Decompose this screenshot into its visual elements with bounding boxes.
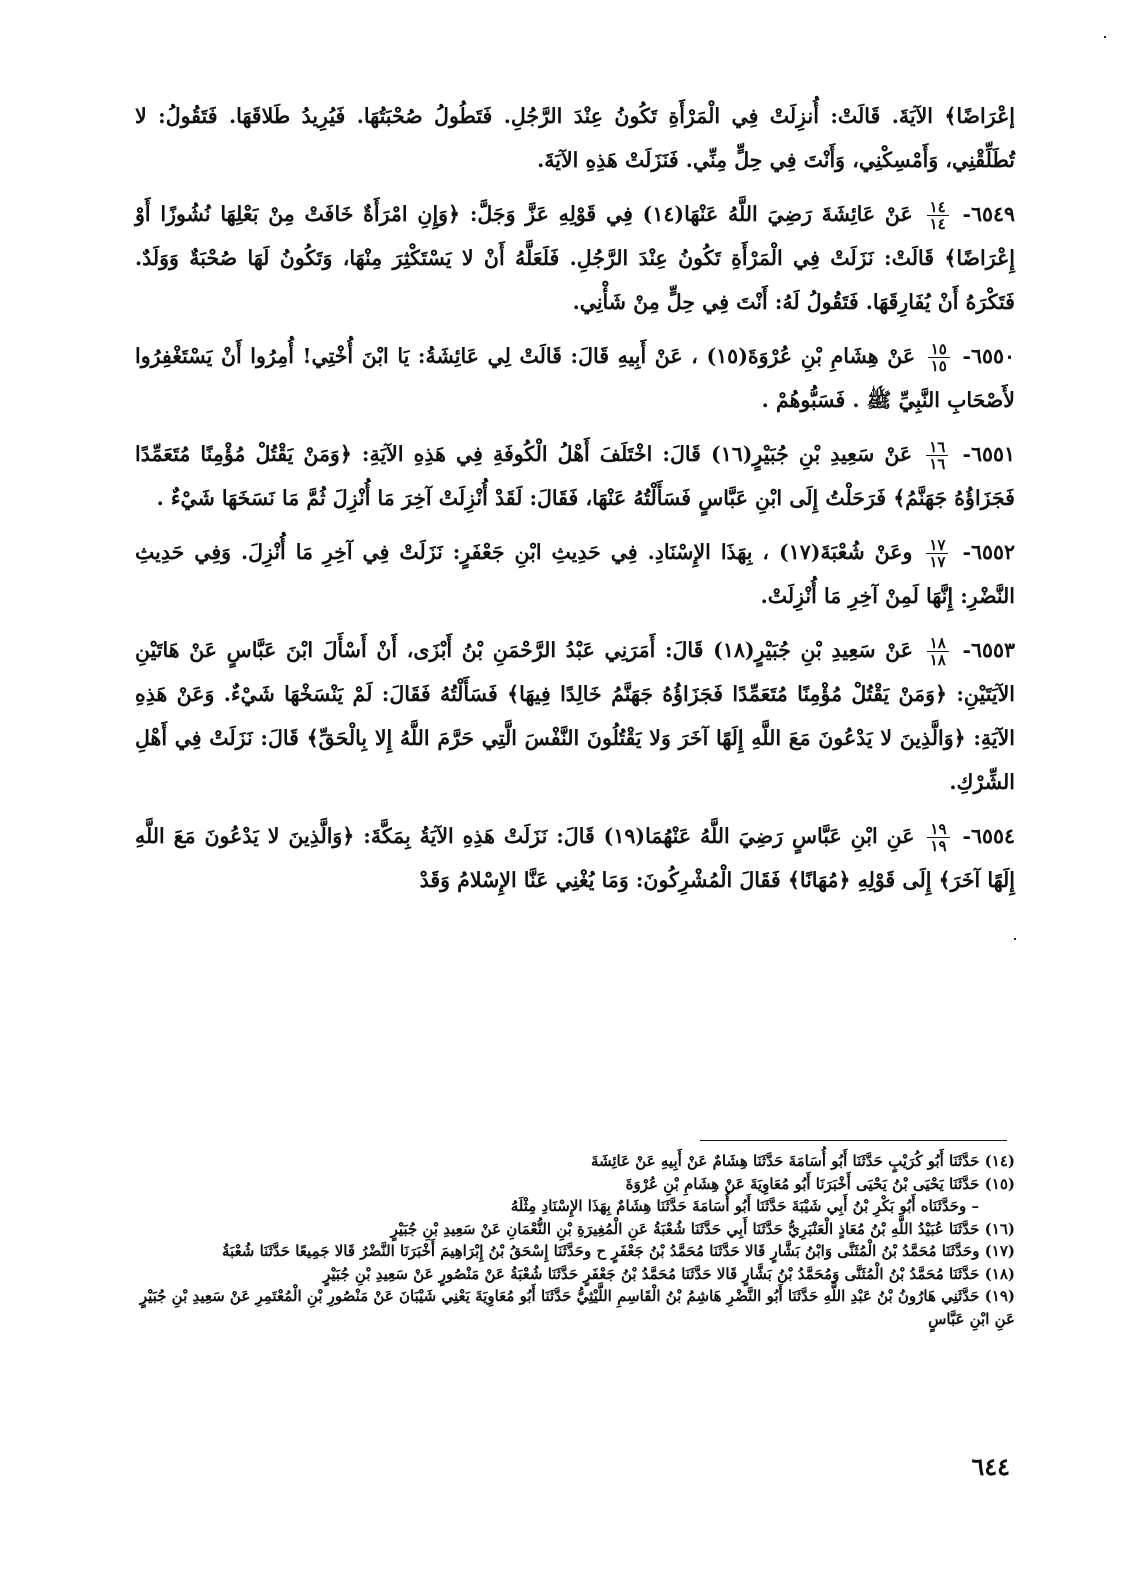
footnote-18: (١٨) حَدَّثَنَا مُحَمَّدُ بْنُ الْمُثَنَّى وَمُحَمَّدُ بْنُ بَشَّارٍ قَالا حَدَّثَنَا مُحَمَّدُ بْنُ جَعْفَرٍ حَدَّثَنَا شُعْبَةُ عَنْ مَنْصُورٍ عَنْ سَعِيدِ بْنِ جُبَيْرٍ: [323, 1264, 1015, 1283]
paragraph-text: إعْرَاضًا﴾ الآيَةَ. قَالَتْ: أُنزِلَتْ فِي الْمَرْأَةِ تَكُونُ عِنْدَ الرَّجُلِ. فَتَطُولُ صُحْبَتُهَا. فَيُرِيدُ طَلاقَهَا. فَتَقُولُ: لا تُطَلِّقْنِي، وَأَمْسِكْنِي، وَأَنْتَ فِي حِلٍّ مِنِّي. فَنَزَلَتْ هَذِهِ الآيَةَ.: [135, 104, 1015, 172]
hadith-6552: [135, 530, 1015, 618]
hadith-number: ٦٥٥٠-: [962, 344, 1015, 368]
hadith-6554: [135, 814, 1015, 902]
hadith-text: عَنْ سَعِيدِ بْنِ جُبَيْرٍ(١٦) قَالَ: اخْتَلَفَ أَهْلُ الْكُوفَةِ فِي هَذِهِ الآيَةِ: ﴿وَمَنْ يَقْتُلْ مُؤْمِنًا مُتَعَمِّدًا فَجَزَاؤُهُ جَهَنَّمُ﴾ فَرَحَلْتُ إِلَى ابْنِ عَبَّاسٍ فَسَأَلْتُهُ عَنْهَا، فَقَالَ: لَقَدْ أُنْزِلَتْ آخِرَ مَا أُنْزِلَ ثُمَّ مَا نَسَخَهَا شَيْءٌ .: [135, 442, 1015, 510]
footnote-14: (١٤) حَدَّثَنَا أَبُو كُرَيْبٍ حَدَّثَنَا أَبُو أُسَامَةَ حَدَّثَنَا هِشَامٌ عَنْ أَبِيهِ عَنْ عَائِشَةَ: [590, 1152, 1015, 1170]
cross-reference-fraction: $\frac{١٧}{١٧}$: [926, 537, 948, 570]
footnotes: [135, 1150, 1015, 1330]
hadith-number: ٦٥٥٤-: [962, 824, 1016, 848]
cross-reference-fraction: $\frac{١٨}{١٨}$: [927, 635, 949, 668]
cross-reference-fraction: $\frac{١٦}{١٦}$: [926, 439, 948, 472]
footnote-16: (١٦) حَدَّثَنَا عُبَيْدُ اللَّهِ بْنُ مُعَاذٍ الْعَنْبَرِيُّ حَدَّثَنَا أَبِي حَدَّثَنَا شُعْبَةُ عَنِ الْمُغِيرَةِ بْنِ النُّعْمَانِ عَنْ سَعِيدِ بْنِ جُبَيْرٍ: [390, 1219, 1015, 1238]
hadith-6549: [135, 192, 1015, 324]
cross-reference-fraction: $\frac{١٩}{١٩}$: [927, 821, 949, 854]
hadith-text: عَنْ سَعِيدِ بْنِ جُبَيْرٍ(١٨) قَالَ: أَمَرَنِي عَبْدُ الرَّحْمَنِ بْنُ أَبْزَى، أَنْ أَسْأَلَ ابْنَ عَبَّاسٍ عَنْ هَاتَيْنِ الآيَتَيْنِ: ﴿وَمَنْ يَقْتُلْ مُؤْمِنًا مُتَعَمِّدًا فَجَزَاؤُهُ جَهَنَّمُ خَالِدًا فِيهَا﴾ فَسَأَلْتُهُ فَقَالَ: لَمْ يَنْسَخْهَا شَيْءٌ. وَعَنْ هَذِهِ الآيَةِ: ﴿وَالَّذِينَ لا يَدْعُونَ مَعَ اللَّهِ إِلَهًا آخَرَ وَلا يَقْتُلُونَ النَّفْسَ الَّتِي حَرَّمَ اللَّهُ إِلا بِالْحَقِّ﴾ قَالَ: نَزَلَتْ فِي أَهْلِ الشِّرْكِ.: [135, 638, 1015, 794]
page-number: ٦٤٤: [971, 1452, 1010, 1481]
footnote-separator: [700, 1140, 1007, 1141]
hadith-6550: [135, 334, 1015, 422]
scan-speck: [1014, 938, 1016, 940]
hadith-text: عَنِ ابْنِ عَبَّاسٍ رَضِيَ اللَّهُ عَنْهُمَا(١٩) قَالَ: نَزَلَتْ هَذِهِ الآيَةُ بِمَكَّةَ: ﴿وَالَّذِينَ لا يَدْعُونَ مَعَ اللَّهِ إِلَهًا آخَرَ﴾ إِلَى قَوْلِهِ ﴿مُهَانًا﴾ فَقَالَ الْمُشْرِكُونَ: وَمَا يُغْنِي عَنَّا الإِسْلامُ وَقَدْ: [135, 824, 1015, 892]
paragraph-continued: [135, 94, 1015, 182]
scan-speck: [1104, 36, 1106, 38]
hadith-number: ٦٥٥١-: [962, 442, 1016, 466]
hadith-text: وعَنْ شُعْبَةَ(١٧) ، بِهَذَا الإِسْنَادِ. فِي حَدِيثِ ابْنِ جَعْفَرٍ: نَزَلَتْ فِي آخِرِ مَا أُنْزِلَ. وَفِي حَدِيثِ النَّضْرِ: إِنَّهَا لَمِنْ آخِرِ مَا أُنْزِلَتْ.: [135, 540, 1015, 608]
hadith-number: ٦٥٥٢-: [962, 540, 1015, 564]
hadith-text: عَنْ عَائِشَةَ رَضِيَ اللَّهُ عَنْهَا(١٤) فِي قَوْلِهِ عَزَّ وَجَلَّ: ﴿وَإِنِ امْرَأَةٌ خَافَتْ مِنْ بَعْلِهَا نُشُوزًا أَوْ إِعْرَاضًا﴾ قَالَتْ: نَزَلَتْ فِي الْمَرْأَةِ تَكُونُ عِنْدَ الرَّجُلِ. فَلَعَلَّهُ أَنْ لا يَسْتَكْثِرَ مِنْهَا، وَتَكُونُ لَهَا صُحْبَةٌ وَوَلَدٌ. فَتَكْرَهُ أَنْ يُفَارِقَهَا. فَتَقُولُ لَهُ: أَنْتَ فِي حِلٍّ مِنْ شَأْنِي.: [135, 202, 1015, 314]
footnote-19: (١٩) حَدَّثَنِي هَارُونُ بْنُ عَبْدِ اللَّهِ حَدَّثَنَا أَبُو النَّضْرِ هَاشِمُ بْنُ الْقَاسِمِ اللَّيْثِيُّ حَدَّثَنَا أَبُو مُعَاوِيَةَ يَعْنِي شَيْبَانَ عَنْ مَنْصُورِ بْنِ الْمُعْتَمِرِ عَنْ سَعِيدِ بْنِ جُبَيْرٍ عَنِ ابْنِ عَبَّاسٍ: [139, 1287, 1015, 1328]
hadith-text: عَنْ هِشَامِ بْنِ عُرْوَةَ(١٥) ، عَنْ أَبِيهِ قَالَ: قَالَتْ لِي عَائِشَةُ: يَا ابْنَ أُخْتِي! أُمِرُوا أَنْ يَسْتَغْفِرُوا لأَصْحَابِ النَّبِيِّ ﷺ . فَسَبُّوهُمْ .: [135, 344, 1015, 412]
cross-reference-fraction: $\frac{١٥}{١٥}$: [928, 341, 950, 374]
footnote-15: (١٥) حَدَّثَنَا يَحْيَى بْنُ يَحْيَى أَخْبَرَنَا أَبُو مُعَاوِيَةَ عَنْ هِشَامِ بْنِ عُرْوَةَ: [625, 1174, 1015, 1193]
footnote-15-continuation: – وحَدَّثَنَاه أَبُو بَكْرِ بْنُ أَبِي شَيْبَةَ حَدَّثَنَا أَبُو أُسَامَةَ حَدَّثَنَا هِشَامٌ بِهَذَا الإِسْنَادِ مِثْلَهُ: [510, 1197, 979, 1215]
hadith-number: ٦٥٤٩-: [962, 202, 1015, 226]
hadith-number: ٦٥٥٣-: [962, 638, 1015, 662]
main-text: [135, 94, 1015, 912]
hadith-6551: [135, 432, 1015, 520]
hadith-6553: [135, 628, 1015, 804]
footnote-17: (١٧) وحَدَّثَنَا مُحَمَّدُ بْنُ الْمُثَنَّى وَابْنُ بَشَّارٍ قَالا حَدَّثَنَا مُحَمَّدُ بْنُ جَعْفَرٍ ح وحَدَّثَنَا إِسْحَقُ بْنُ إِبْرَاهِيمَ أَخْبَرَنَا النَّضْرُ قَالا جَمِيعًا حَدَّثَنَا شُعْبَةُ: [222, 1242, 1015, 1260]
cross-reference-fraction: $\frac{١٤}{١٤}$: [927, 199, 949, 232]
